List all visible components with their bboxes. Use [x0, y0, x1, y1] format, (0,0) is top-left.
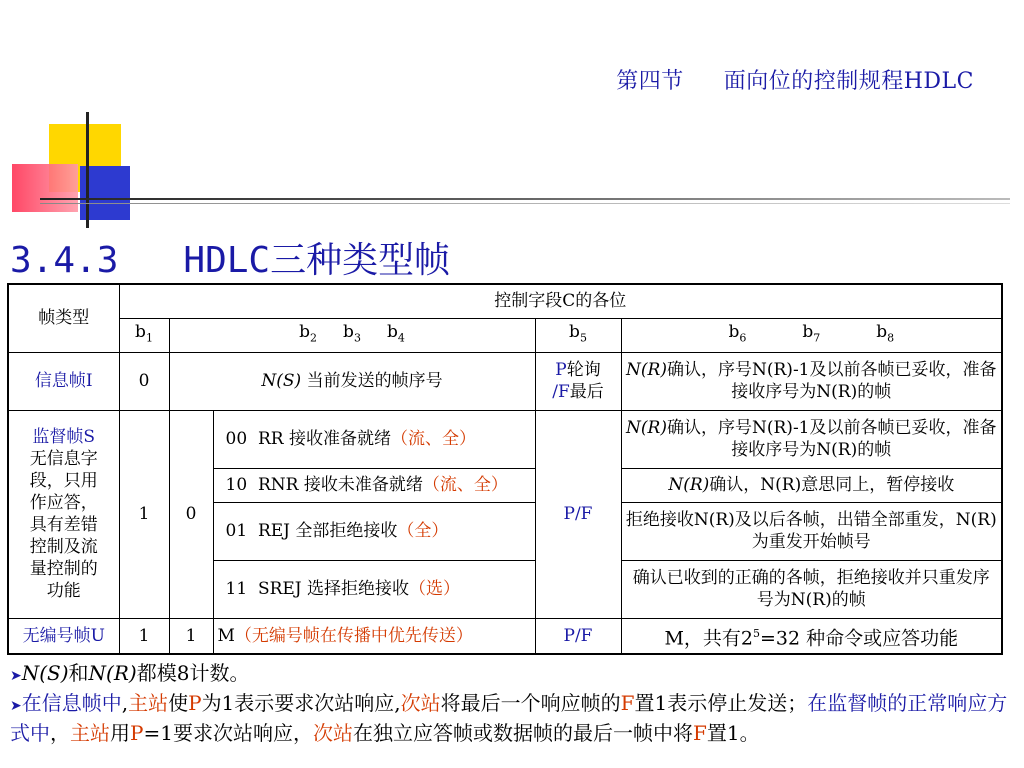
info-ns: N(S) 当前发送的帧序号 [169, 352, 535, 410]
supervisory-code-rej: 01 REJ 全部拒绝接收（全） [213, 502, 535, 560]
note-segment: ， [50, 721, 70, 745]
info-nr: N(R)确认，序号N(R)-1及以前各帧已妥收，准备接收序号为N(R)的帧 [621, 352, 1002, 410]
note-segment: 在监督帧的正常响应方式中 [10, 691, 1008, 745]
table-row-info-frame [8, 352, 1002, 410]
note-segment: 将最后一个响应帧的 [440, 691, 621, 715]
note-line-1: ➤N(S)和N(R)都模8计数。 [10, 661, 250, 685]
bit-b2-b4-header: $b_2$ $b_3$ $b_4$ [169, 318, 535, 352]
bit-b5-header: $b_5$ [535, 318, 621, 352]
table-row-header-1 [8, 284, 1002, 318]
supervisory-code-rnr: 10 RNR 接收未准备就绪（流、全） [213, 468, 535, 502]
unnumbered-pf: P/F [535, 618, 621, 654]
note-segment: P [130, 721, 144, 745]
note-segment: 用 [110, 721, 130, 745]
note-segment: 置1表示停止发送； [634, 691, 808, 715]
table-row-unnumbered-frame [8, 618, 1002, 654]
supervisory-meaning-rr: N(R)确认，序号N(R)-1及以前各帧已妥收，准备接收序号为N(R)的帧 [621, 410, 1002, 468]
bullet-arrow-icon: ➤ [10, 698, 22, 714]
note-segment: 次站 [312, 721, 353, 745]
header-control-field: 控制字段C的各位 [119, 284, 1002, 318]
note-segment: P [188, 691, 202, 715]
note-segment: =1要求次站响应， [143, 721, 313, 745]
note-segment: 主站 [128, 691, 169, 715]
supervisory-meaning-rnr: N(R)确认，N(R)意思同上，暂停接收 [621, 468, 1002, 502]
note-segment: 次站 [400, 691, 441, 715]
decor-horizontal-line-thin [40, 203, 1010, 204]
note-segment: 主站 [70, 721, 110, 745]
chapter-title: 面向位的控制规程HDLC [723, 69, 974, 94]
chapter-label: 第四节 [616, 69, 684, 94]
supervisory-pf: P/F [535, 410, 621, 618]
supervisory-b2: 0 [169, 410, 213, 618]
note-line-2 [10, 690, 1010, 747]
table-row-header-2 [8, 318, 1002, 352]
header-frame-type: 帧类型 [8, 284, 119, 352]
hdlc-frame-table [7, 283, 1003, 655]
info-pf: P轮询 /F最后 [535, 352, 621, 410]
notes [10, 660, 1010, 747]
decor-horizontal-line [40, 198, 1010, 200]
supervisory-meaning-srej: 确认已收到的正确的各帧，拒绝接收并只重发序号为N(R)的帧 [621, 560, 1002, 618]
note-segment: , [121, 691, 129, 715]
note-segment: F [692, 721, 707, 745]
unnumbered-meaning: M，共有$2^5=32$ 种命令或应答功能 [621, 618, 1002, 654]
unnumbered-b2: 1 [169, 618, 213, 654]
table-row-supervisory-0 [8, 410, 1002, 468]
unnumbered-b1: 1 [119, 618, 169, 654]
note-segment: F [620, 691, 635, 715]
slide-header [616, 64, 974, 95]
info-b1: 0 [119, 352, 169, 410]
note-segment: 置1。 [706, 721, 760, 745]
bullet-arrow-icon: ➤ [10, 668, 22, 684]
decor-vertical-line [86, 112, 89, 228]
supervisory-frame-type: 监督帧S 无信息字段，只用作应答，具有差错控制及流量控制的功能 [8, 410, 119, 618]
section-title: 3.4.3 HDLC三种类型帧 [10, 240, 451, 281]
bit-b1-header: $b_1$ [119, 318, 169, 352]
note-segment: 使 [168, 691, 189, 715]
bit-b6-b8-header: $b_6$ $b_7$ $b_8$ [621, 318, 1002, 352]
supervisory-code-srej: 11 SREJ 选择拒绝接收（选） [213, 560, 535, 618]
unnumbered-frame-type: 无编号帧U [8, 618, 119, 654]
supervisory-meaning-rej: 拒绝接收N(R)及以后各帧，出错全部重发，N(R)为重发开始帧号 [621, 502, 1002, 560]
note-segment: 为1表示要求次站响应, [201, 691, 401, 715]
decor-red-square [12, 164, 78, 212]
supervisory-b1: 1 [119, 410, 169, 618]
unnumbered-m: M（无编号帧在传播中优先传送） [213, 618, 535, 654]
info-frame-type: 信息帧I [8, 352, 119, 410]
note-segment: 在信息帧中 [21, 691, 122, 715]
supervisory-code-rr: 00 RR 接收准备就绪（流、全） [213, 410, 535, 468]
note-segment: 在独立应答帧或数据帧的最后一帧中将 [352, 721, 693, 745]
